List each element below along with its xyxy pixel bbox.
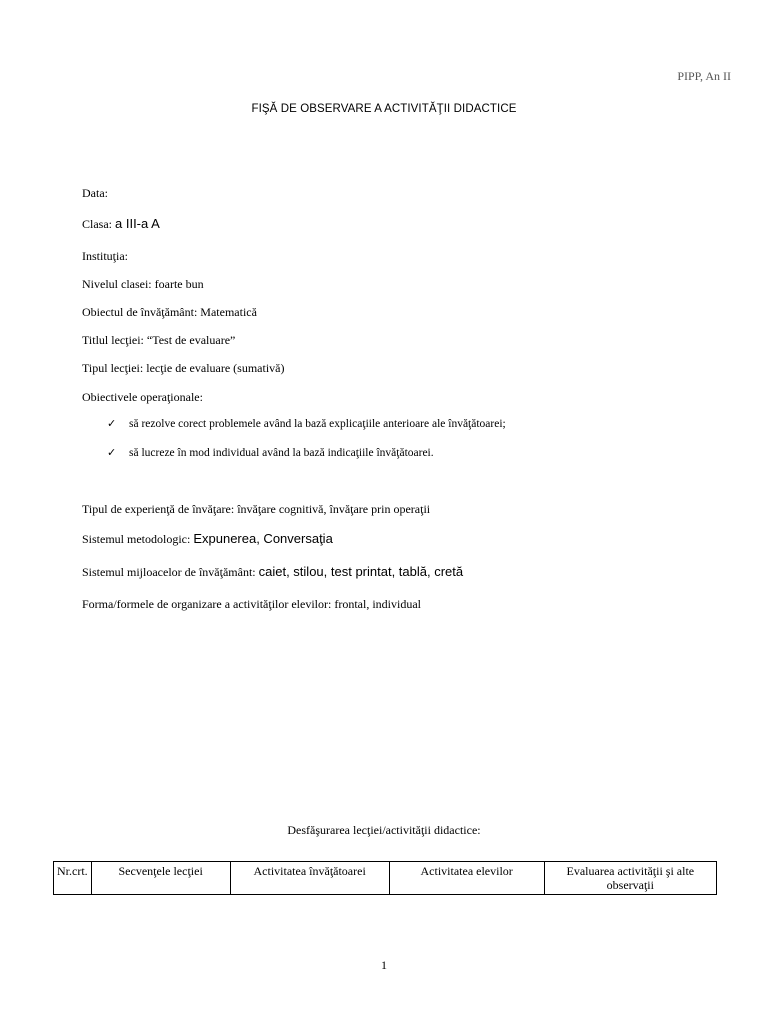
table-header-evaluarea: Evaluarea activităţii şi alte observaţii [544,862,716,895]
field-institutia [82,249,128,264]
check-icon: ✓ [107,446,117,459]
field-titlul-value: “Test de evaluare” [146,333,236,347]
field-institutia-label: Instituţia: [82,249,128,263]
field-obiectul [82,305,257,320]
field-tipul-label: Tipul lecţiei: [82,361,144,375]
field-sistemul-metodologic [82,531,333,547]
table-header-secventele: Secvenţele lecţiei [91,862,230,895]
field-forma-label: Forma/formele de organizare a activităţilor elevilor: [82,597,332,611]
field-tipul [82,361,285,376]
field-clasa-value: a III-a A [115,216,160,231]
objective-item [107,417,506,430]
field-sistemul-metodologic-value: Expunerea, Conversaţia [193,531,333,546]
section-title: Desfăşurarea lecţiei/activităţii didactice: [287,823,481,837]
field-data [82,186,108,201]
header-course-label: PIPP, An II [677,69,731,83]
field-nivelul [82,277,204,292]
field-mijloace-value: caiet, stilou, test printat, tablă, cretă [258,564,464,579]
table-header-activitatea-elevilor: Activitatea elevilor [389,862,544,895]
objective-text: să rezolve corect problemele având la bază explicaţiile anterioare ale învăţătoarei; [129,418,506,430]
field-obiectul-label: Obiectul de învăţământ: [82,305,198,319]
field-clasa-label: Clasa: [82,217,112,231]
field-titlul-label: Titlul lecţiei: [82,333,144,347]
check-icon: ✓ [107,417,117,430]
field-obiectul-value: Matematică [200,305,257,319]
field-forma [82,597,421,612]
field-experienta-value: învăţare cognitivă, învăţare prin operaţii [237,502,431,516]
field-mijloace [82,564,463,580]
field-tipul-value: lecţie de evaluare (sumativă) [146,361,285,375]
field-forma-value: frontal, individual [334,597,421,611]
field-obiective-label: Obiectivele operaţionale: [82,390,203,404]
page-number: 1 [381,958,387,972]
table-header-nr: Nr.crt. [54,862,92,895]
field-sistemul-metodologic-label: Sistemul metodologic: [82,532,191,546]
document-title: FIŞĂ DE OBSERVARE A ACTIVITĂŢII DIDACTICE [251,103,517,115]
objective-item [107,446,434,459]
field-nivelul-label: Nivelul clasei: [82,277,152,291]
lesson-table [53,861,717,895]
field-titlul [82,333,235,348]
table-header-row [54,862,717,895]
field-clasa [82,216,160,232]
objective-text: să lucreze în mod individual având la bază indicaţiile învăţătoarei. [129,447,434,459]
field-mijloace-label: Sistemul mijloacelor de învăţământ: [82,565,256,579]
table-header-activitatea-invatatoarei: Activitatea învăţătoarei [230,862,389,895]
field-experienta-label: Tipul de experienţă de învăţare: [82,502,235,516]
field-data-label: Data: [82,186,108,200]
field-nivelul-value: foarte bun [154,277,204,291]
field-experienta [82,502,430,517]
